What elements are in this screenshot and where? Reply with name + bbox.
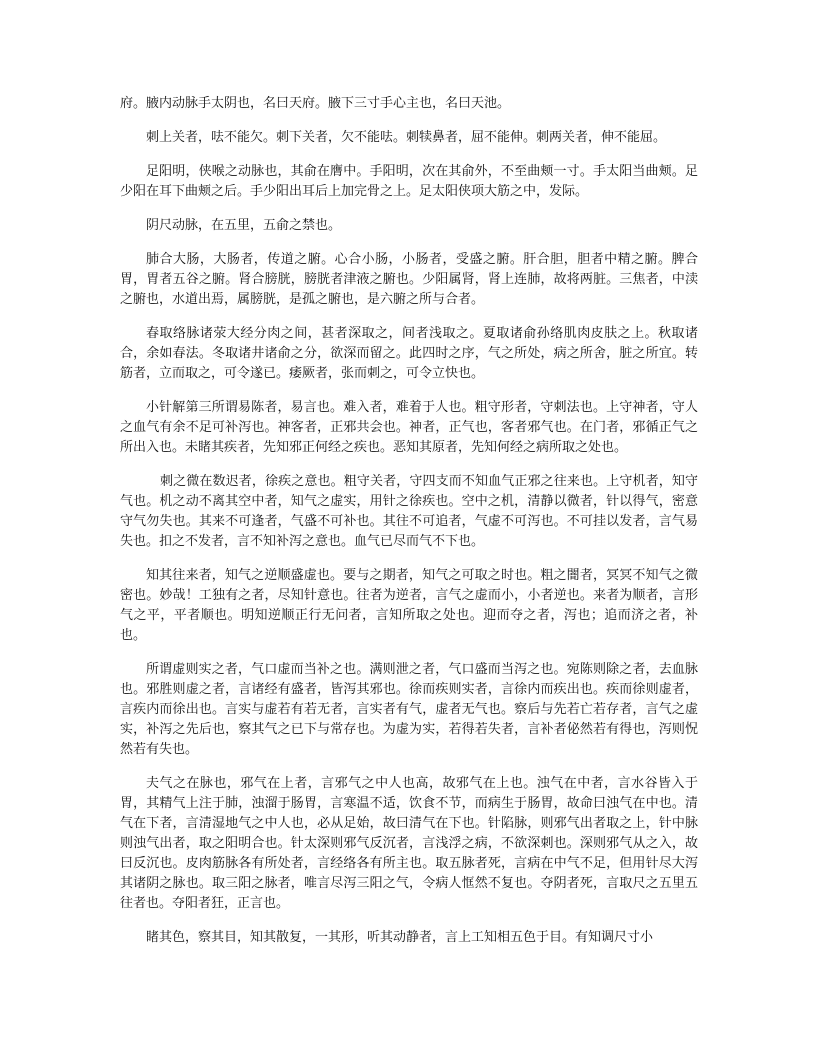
paragraph-ci-zhi-wei: 刺之微在数迟者，徐疾之意也。粗守关者，守四支而不知血气正邪之往来也。上守机者，知守气也。机之动不离其空中者，知气之虚实，用针之徐疾也。空中之机，清静以微者，针以得气，密意守气勿失也。其来不可逢者，气盛不可补也。其往不可追者，气虚不可泻也。不可挂以发者，言气易失也。扣之不发者，言不知补泻之意也。血气已尽而气不下也。 (120, 474, 698, 549)
paragraph-ci-guan: 刺上关者，呿不能欠。刺下关者，欠不能呿。刺犊鼻者，屈不能伸。刺两关者，伸不能屈。 (146, 130, 667, 145)
document-body (120, 94, 698, 948)
paragraph-xu-shi: 所谓虚则实之者，气口虚而当补之也。满则泄之者，气口盛而当泻之也。宛陈则除之者，去血脉也。邪胜则虚之者，言诸经有盛者，皆泻其邪也。徐而疾则实者，言徐内而疾出也。疾而徐则虚者，言疾内而徐出也。言实与虚若有若无者，言实者有气，虚者无气也。察后与先若亡若存者，言气之虚实，补泻之先后也，察其气之已下与常存也。为虚为实，若得若失者，言补者佖然若有得也，泻则怳然若有失也。 (120, 662, 698, 757)
paragraph-qi-zai-mai: 夫气之在脉也，邪气在上者，言邪气之中人也高，故邪气在上也。浊气在中者，言水谷皆入于胃，其精气上注于肺，浊溜于肠胃，言寒温不适，饮食不节，而病生于肠胃，故命曰浊气在中也。清气在下者，言清湿地气之中人也，必从足始，故曰清气在下也。针陷脉，则邪气出者取之上，针中脉则浊气出者，取之阳明合也。针太深则邪气反沉者，言浅浮之病，不欲深刺也。深则邪气从之入，故曰反沉也。皮肉筋脉各有所处者，言经络各有所主也。取五脉者死，言病在中气不足，但用针尽大泻其诸阴之脉也。取三阳之脉者，唯言尽泻三阳之气，令病人恇然不复也。夺阴者死，言取尺之五里五往者也。夺阳者狂，正言也。 (120, 776, 698, 911)
paragraph-du-qi-se: 睹其色，察其目，知其散复，一其形，听其动静者，言上工知相五色于目。有知调尺寸小 (146, 930, 654, 945)
paragraph-zhi-qi-wang-lai: 知其往来者，知气之逆顺盛虚也。要与之期者，知气之可取之时也。粗之闇者，冥冥不知气之微密也。妙哉！工独有之者，尽知针意也。往者为逆者，言气之虚而小，小者逆也。来者为顺者，言形气之平，平者顺也。明知逆顺正行无问者，言知所取之处也。迎而夺之者，泻也；追而济之者，补也。 (120, 568, 698, 643)
paragraph-dong-mai: 足阳明，侠喉之动脉也，其俞在膺中。手阳明，次在其俞外，不至曲颊一寸。手太阳当曲颊。足少阳在耳下曲颊之后。手少阳出耳后上加完骨之上。足太阳侠项大筋之中，发际。 (120, 164, 698, 199)
paragraph-si-shi-ci-fa: 春取络脉诸荥大经分肉之间，甚者深取之，间者浅取之。夏取诸俞孙络肌肉皮肤之上。秋取诸合，余如春法。冬取诸井诸俞之分，欲深而留之。此四时之序，气之所处，病之所舍，脏之所宜。转筋者，立而取之，可令遂已。痿厥者，张而刺之，可令立快也。 (120, 326, 698, 381)
paragraph-tianfu: 府。腋内动脉手太阴也，名曰天府。腋下三寸手心主也，名曰天池。 (120, 96, 511, 111)
paragraph-zang-fu-he: 肺合大肠，大肠者，传道之腑。心合小肠，小肠者，受盛之腑。肝合胆，胆者中精之腑。脾合胃，胃者五谷之腑。肾合膀胱，膀胱者津液之腑也。少阳属肾，肾上连肺，故将两脏。三焦者，中渎之腑也，水道出焉，属膀胱，是孤之腑也，是六腑之所与合者。 (120, 252, 698, 307)
paragraph-xiao-zhen-jie: 小针解第三所谓易陈者，易言也。难入者，难着于人也。粗守形者，守刺法也。上守神者，守人之血气有余不足可补泻也。神客者，正邪共会也。神者，正气也，客者邪气也。在门者，邪循正气之所出入也。未睹其疾者，先知邪正何经之疾也。恶知其原者，先知何经之病所取之处也。 (120, 400, 698, 455)
paragraph-yin-chi: 阴尺动脉，在五里，五俞之禁也。 (146, 218, 342, 233)
